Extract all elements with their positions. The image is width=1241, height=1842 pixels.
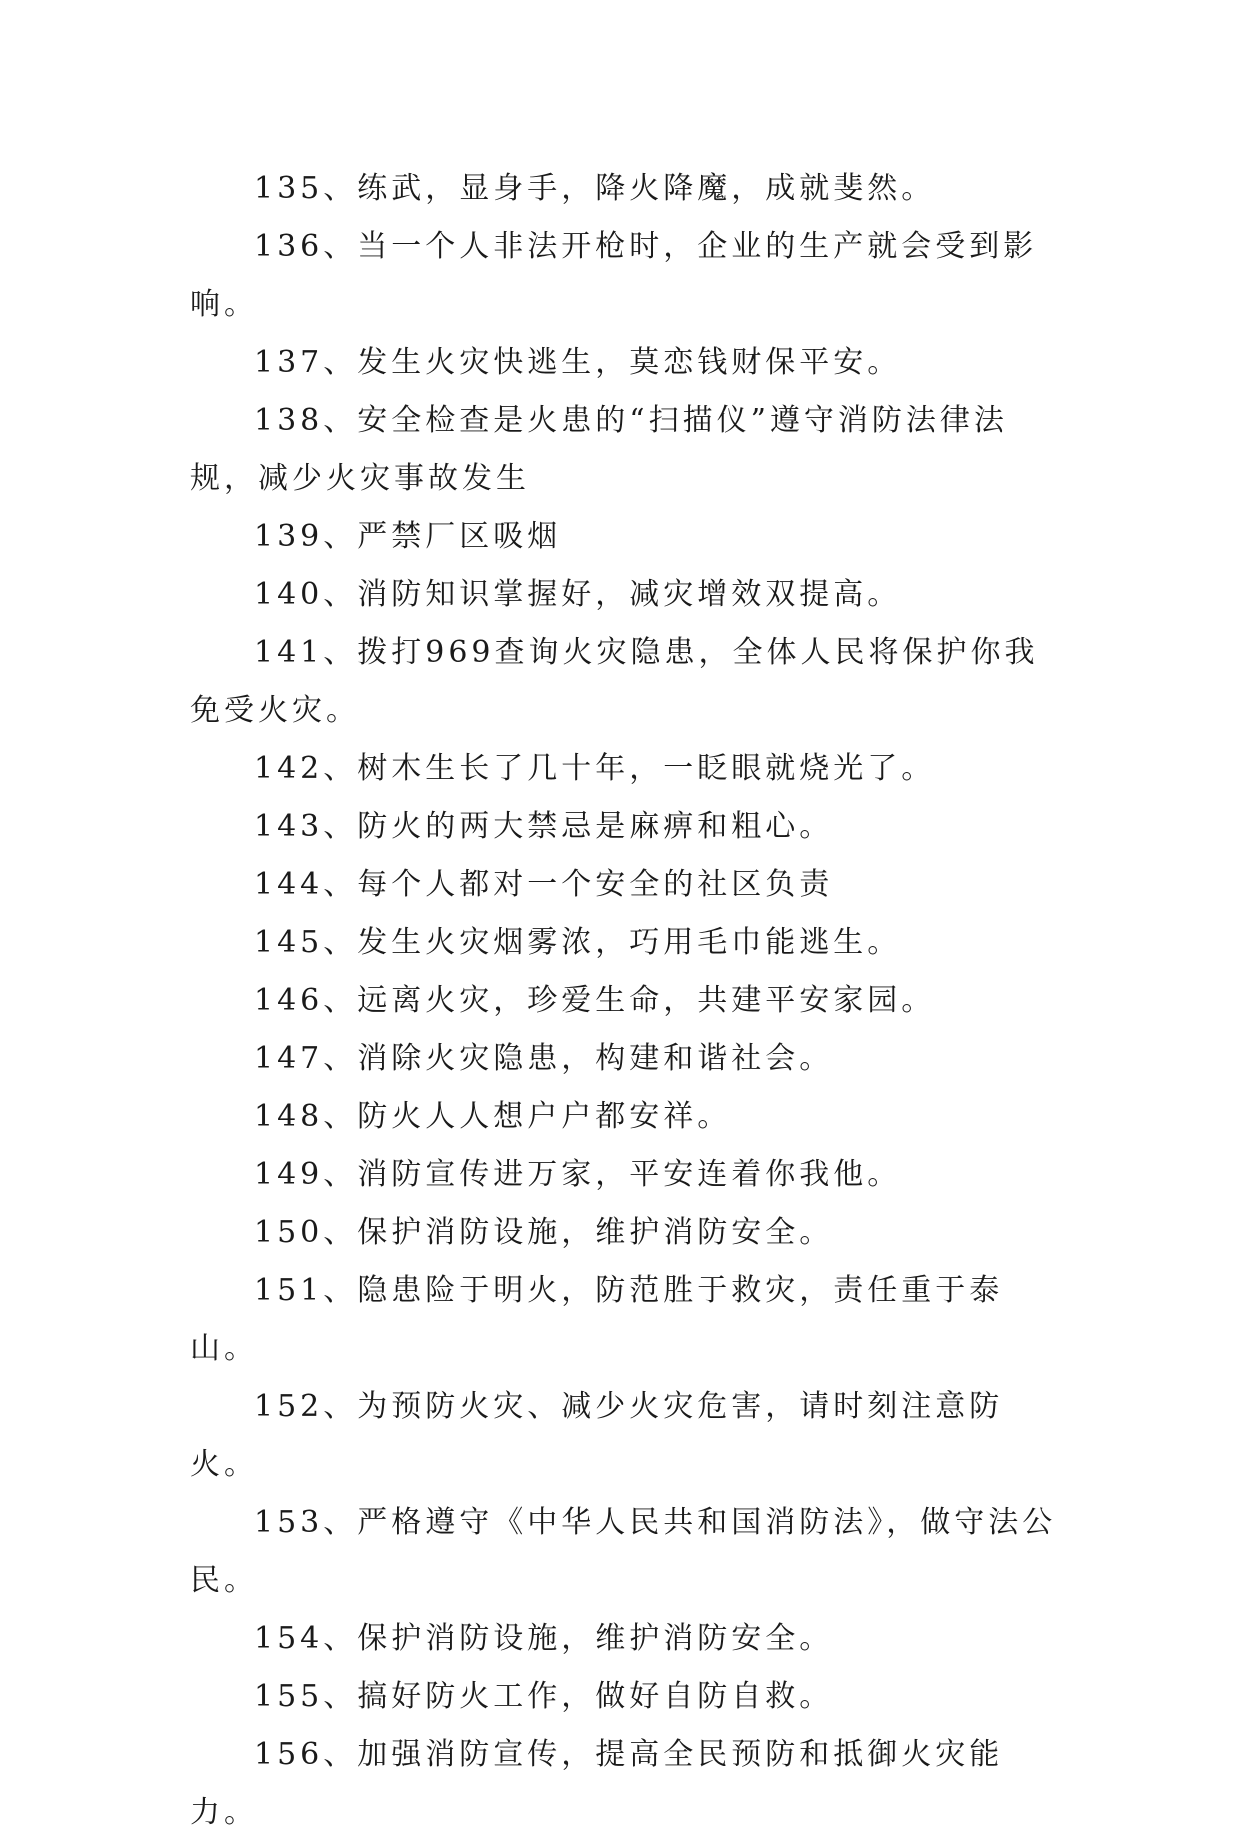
paragraph: 148、防火人人想户户都安祥。: [254, 1099, 732, 1134]
paragraph: 145、发生火灾烟雾浓，巧用毛巾能逃生。: [254, 925, 902, 960]
paragraph: 135、练武，显身手，降火降魔，成就斐然。: [254, 171, 936, 206]
paragraph: 152、为预防火灾、减少火灾危害，请时刻注意防火。: [190, 1389, 1004, 1482]
paragraph: 147、消除火灾隐患，构建和谐社会。: [254, 1041, 834, 1076]
paragraph: 143、防火的两大禁忌是麻痹和粗心。: [254, 809, 834, 844]
paragraph: 146、远离火灾，珍爱生命，共建平安家园。: [254, 983, 936, 1018]
paragraph: 153、严格遵守《中华人民共和国消防法》，做守法公民。: [190, 1505, 1057, 1598]
paragraph: 140、消防知识掌握好，减灾增效双提高。: [254, 577, 902, 612]
paragraph: 150、保护消防设施，维护消防安全。: [254, 1215, 834, 1250]
paragraph: 136、当一个人非法开枪时，企业的生产就会受到影响。: [190, 229, 1038, 322]
paragraph: 149、消防宣传进万家，平安连着你我他。: [254, 1157, 902, 1192]
paragraph: 154、保护消防设施，维护消防安全。: [254, 1621, 834, 1656]
paragraph: 155、搞好防火工作，做好自防自救。: [254, 1679, 834, 1714]
paragraph: 156、加强消防宣传，提高全民预防和抵御火灾能力。: [190, 1737, 1004, 1830]
paragraph: 151、隐患险于明火，防范胜于救灾，责任重于泰山。: [190, 1273, 1004, 1366]
document-body: [190, 160, 1070, 1842]
paragraph: 139、严禁厂区吸烟: [254, 519, 562, 554]
paragraph: 138、安全检查是火患的“扫描仪”遵守消防法律法规，减少火灾事故发生: [190, 403, 1008, 496]
paragraph: 137、发生火灾快逃生，莫恋钱财保平安。: [254, 345, 902, 380]
paragraph: 141、拨打969查询火灾隐患，全体人民将保护你我免受火灾。: [190, 635, 1039, 728]
paragraph: 144、每个人都对一个安全的社区负责: [254, 867, 834, 902]
paragraph: 142、树木生长了几十年，一眨眼就烧光了。: [254, 751, 936, 786]
